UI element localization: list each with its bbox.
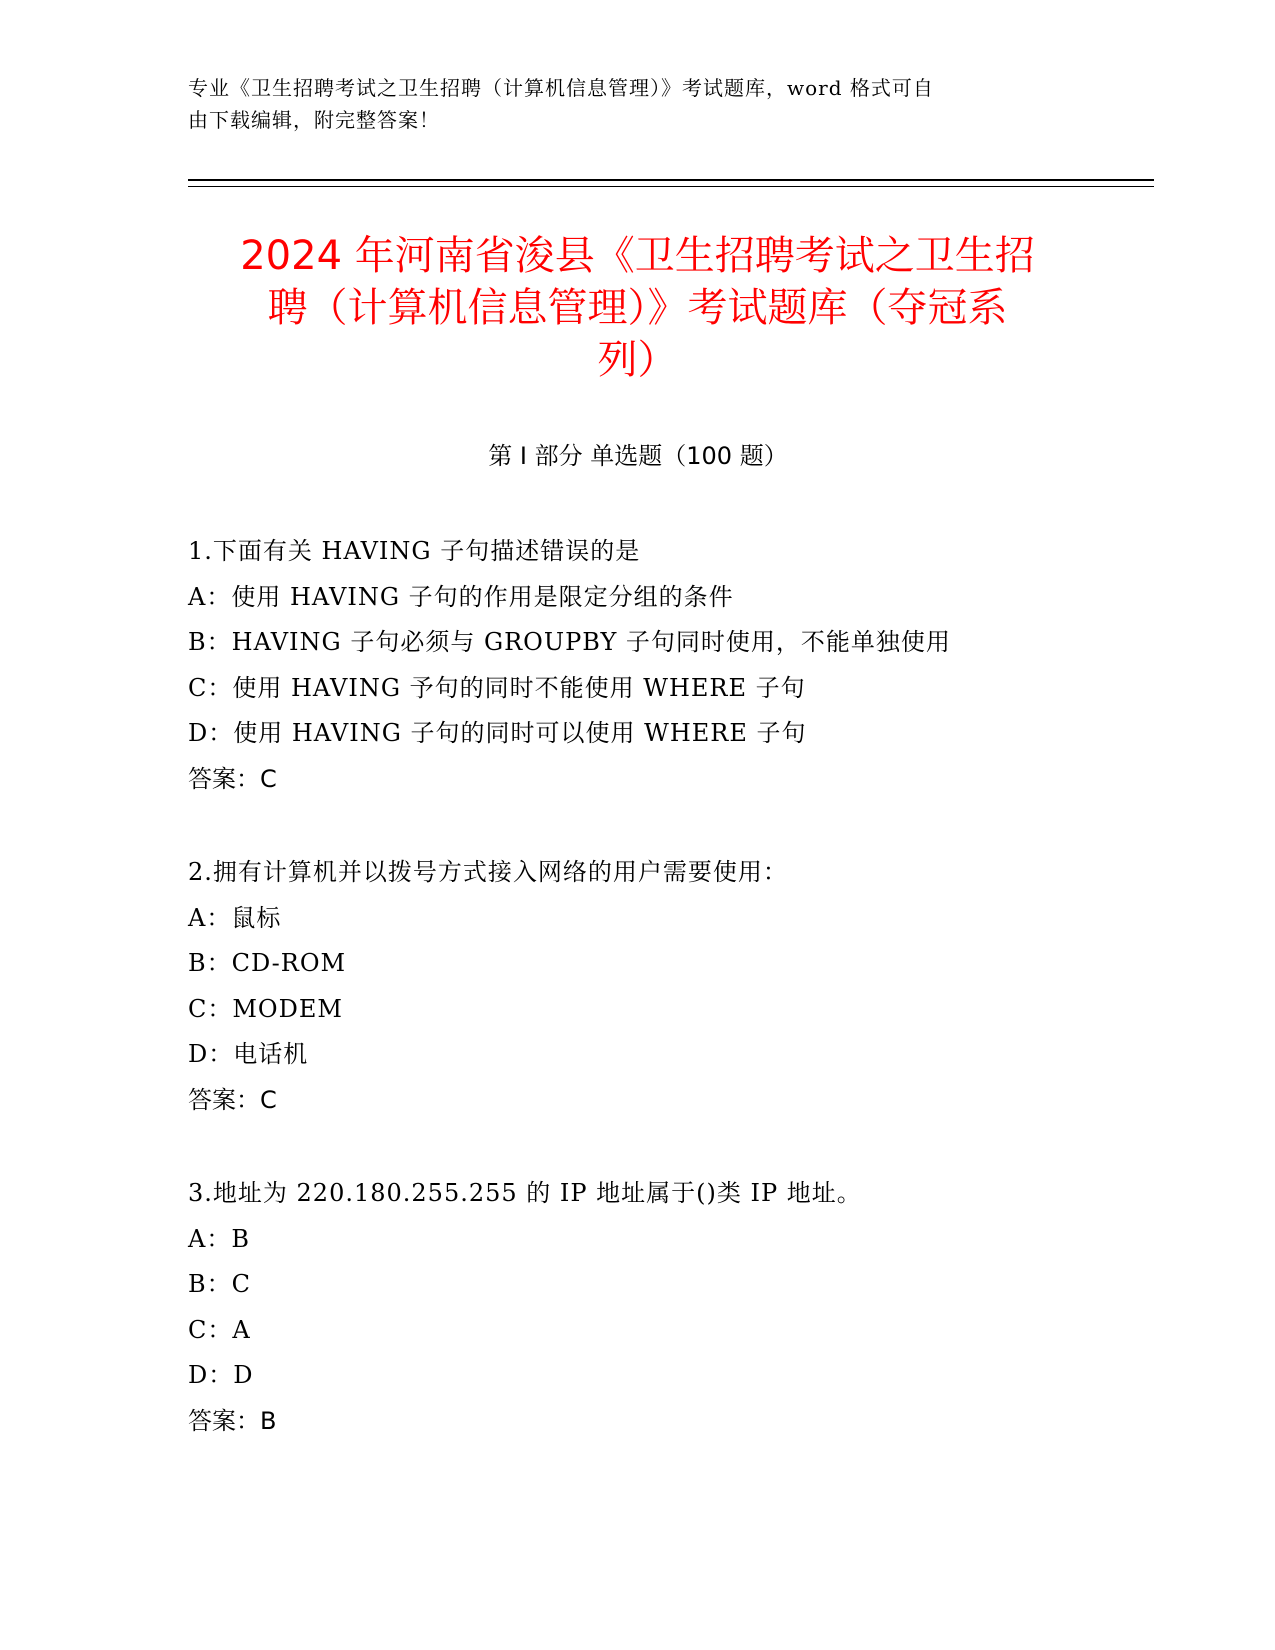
option-b: B：C (188, 1270, 251, 1298)
option-c: C：A (188, 1315, 251, 1344)
title-line-2: 聘（计算机信息管理）》考试题库（夺冠系 (267, 285, 1008, 331)
option-d: D：D (188, 1361, 254, 1389)
option-a: A：B (188, 1224, 250, 1253)
header-divider-thin (188, 186, 1154, 187)
title-line-3: 列） (597, 337, 678, 383)
header-divider-thick (188, 179, 1154, 181)
answer: 答案：C (188, 764, 277, 793)
question-stem: 2.拥有计算机并以拨号方式接入网络的用户需要使用： (188, 858, 788, 886)
option-d: D：使用 HAVING 子句的同时可以使用 WHERE 子句 (188, 719, 807, 747)
option-a: A：鼠标 (188, 903, 282, 932)
question-stem: 3.地址为 220.180.255.255 的 IP 地址属于()类 IP 地址。 (188, 1179, 862, 1207)
option-b: B：CD-ROM (188, 949, 347, 977)
option-c: C：使用 HAVING 予句的同时不能使用 WHERE 子句 (188, 673, 806, 702)
question-stem: 1.下面有关 HAVING 子句描述错误的是 (188, 537, 641, 565)
section-heading: 第 I 部分 单选题（100 题） (488, 442, 788, 470)
header-note-line-1: 专业《卫生招聘考试之卫生招聘（计算机信息管理）》考试题库，word 格式可自 (188, 76, 934, 100)
header-note-line-2: 由下载编辑，附完整答案！ (188, 108, 440, 132)
answer: 答案：C (188, 1085, 277, 1114)
option-a: A：使用 HAVING 子句的作用是限定分组的条件 (188, 582, 734, 611)
document-title (170, 230, 1105, 386)
option-d: D：电话机 (188, 1040, 309, 1068)
option-b: B：HAVING 子句必须与 GROUPBY 子句同时使用，不能单独使用 (188, 628, 951, 656)
document-header-note (188, 72, 1088, 136)
question-3 (188, 1171, 1088, 1444)
question-1 (188, 529, 1088, 802)
title-line-1: 2024 年河南省浚县《卫生招聘考试之卫生招 (240, 233, 1035, 279)
answer: 答案：B (188, 1406, 277, 1435)
option-c: C：MODEM (188, 994, 343, 1023)
question-2 (188, 850, 1088, 1123)
